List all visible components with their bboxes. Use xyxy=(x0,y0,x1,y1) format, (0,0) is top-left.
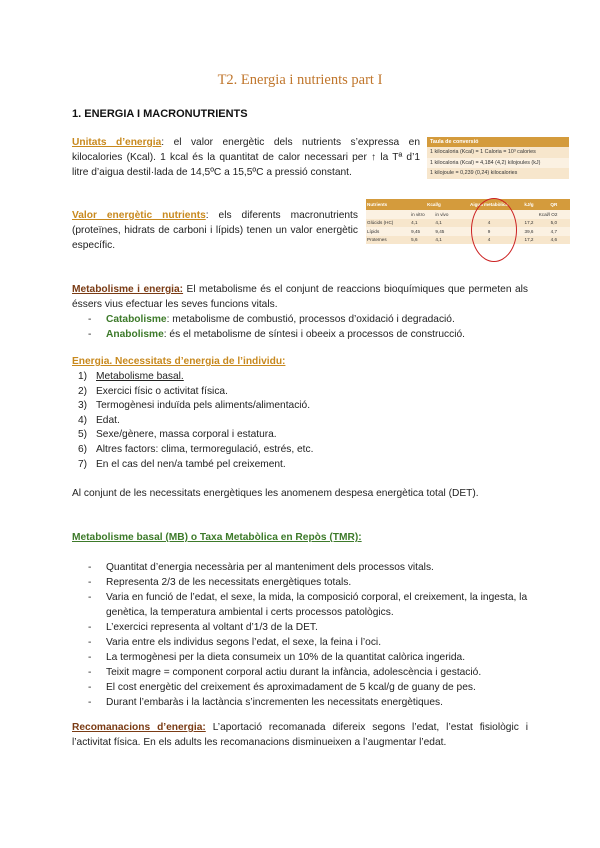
item-text: Metabolisme basal. xyxy=(96,371,184,382)
item-number: 5) xyxy=(78,429,88,441)
list-item: - Varia entre els individus segons l’edat, el sexe, la feina i l’oci. xyxy=(72,635,528,650)
list-item: - Quantitat d’energia necessària per al manteniment dels processos vitals. xyxy=(72,560,528,575)
catabolisme-term: Catabolisme xyxy=(106,314,167,325)
table-cell: 9,45 xyxy=(434,227,457,236)
item-text: Edat. xyxy=(96,414,120,426)
item-number: 3) xyxy=(78,400,88,412)
mb-list xyxy=(72,560,528,710)
nutrient-col-header: Aigua metabòlica xyxy=(458,199,520,210)
section-heading: 1. ENERGIA I MACRONUTRIENTS xyxy=(72,108,248,120)
table-cell: 4,1 xyxy=(434,236,457,245)
item-number: 7) xyxy=(78,458,88,470)
conversion-row: 1 kilojoule = 0,239 (0,24) kilocalories xyxy=(427,168,569,179)
valor-paragraph xyxy=(72,208,358,254)
table-cell: Glúcids (HC) xyxy=(366,219,410,228)
valor-text: : els diferents macronutrients (proteïnes, hidrats de carboni i lípids) tenen un valor energètic específic. xyxy=(72,210,358,252)
list-item xyxy=(72,370,528,385)
anabolisme-term: Anabolisme xyxy=(106,329,164,340)
table-cell: 5,0 xyxy=(538,219,570,228)
item-number: 4) xyxy=(78,414,88,426)
list-item xyxy=(72,458,528,473)
nutrient-subheader: in vitro xyxy=(410,210,434,219)
page-title: T2. Energia i nutrients part I xyxy=(217,72,383,88)
table-cell: 4,1 xyxy=(434,219,457,228)
recomanacions-paragraph xyxy=(72,720,528,750)
list-item: - El cost energètic del creixement és aproximadament de 5 kcal/g de guany de pes. xyxy=(72,680,528,695)
item-text: Altres factors: clima, termoregulació, estrés, etc. xyxy=(96,443,314,455)
mb-heading xyxy=(72,530,528,545)
item-text: Sexe/gènere, massa corporal i estatura. xyxy=(96,429,277,441)
unitats-term: Unitats d’energia xyxy=(72,137,162,148)
table-cell: 17,2 xyxy=(520,219,537,228)
nutrient-subheader: Kcal/l O2 xyxy=(538,210,570,219)
item-text: Termogènesi induïda pels aliments/alimentació. xyxy=(96,400,311,412)
recomanacions-text: L’aportació recomanada difereix segons l’edat, l’estat fisiològic i l’activitat física. En els adults les recomanacions disminueixen a l’augmentar l’edat. xyxy=(72,722,528,749)
highlight-ellipse xyxy=(471,198,517,262)
list-item: - Varia en funció de l’edat, el sexe, la mida, la composició corporal, el creixement, la ingesta, la genètica, la temperatura ambiental i certs processos patològics. xyxy=(72,590,528,620)
list-item: - La termogènesi per la dieta consumeix un 10% de la quantitat calòrica ingerida. xyxy=(72,650,528,665)
table-cell: 4,7 xyxy=(538,227,570,236)
recomanacions-term: Recomanacions d’energia: xyxy=(72,722,206,733)
metabolisme-paragraph xyxy=(72,282,528,312)
det-summary: Al conjunt de les necessitats energètiques les anomenem despesa energètica total (DET). xyxy=(72,488,479,499)
conversion-table-header: Taula de conversió xyxy=(427,137,569,147)
table-cell: 4 xyxy=(458,236,520,245)
item-number: 1) xyxy=(78,371,88,382)
nutrient-col-header: Nutrients xyxy=(366,199,410,210)
conversion-table xyxy=(427,137,569,179)
table-cell: 17,2 xyxy=(520,236,537,245)
item-number: 6) xyxy=(78,443,88,455)
item-text: En el cas del nen/a també pel creixement. xyxy=(96,458,286,470)
item-text: Exercici físic o activitat física. xyxy=(96,385,228,397)
table-cell: 4,1 xyxy=(410,219,434,228)
metabolisme-list xyxy=(72,312,528,342)
necessitats-heading xyxy=(72,354,528,369)
nutrient-subheader: in vivo xyxy=(434,210,457,219)
mb-heading-text: Metabolisme basal (MB) o Taxa Metabòlica en Repòs (TMR): xyxy=(72,532,362,543)
list-item: - Representa 2/3 de les necessitats energètiques totals. xyxy=(72,575,528,590)
list-item xyxy=(72,399,528,414)
table-cell: Lípids xyxy=(366,227,410,236)
necessitats-list xyxy=(72,370,528,472)
item-number: 2) xyxy=(78,385,88,397)
necessitats-heading-text: Energia. Necessitats d’energia de l’individu: xyxy=(72,356,286,367)
table-cell: 39,6 xyxy=(520,227,537,236)
table-cell: Proteïnes xyxy=(366,236,410,245)
list-item xyxy=(72,312,528,327)
anabolisme-text: : és el metabolisme de síntesi i obeeix a processos de construcció. xyxy=(163,329,465,340)
table-cell: 9,45 xyxy=(410,227,434,236)
conversion-row: 1 kilocaloria (Kcal) = 1 Caloria = 10³ calories xyxy=(427,147,569,158)
list-item xyxy=(72,385,528,400)
list-item: - Teixit magre = component corporal actiu durant la infància, adolescència i gestació. xyxy=(72,665,528,680)
table-cell: 9 xyxy=(458,227,520,236)
list-item xyxy=(72,327,528,342)
nutrient-col-header: kJ/g xyxy=(520,199,537,210)
list-item xyxy=(72,428,528,443)
conversion-row: 1 kilocaloria (Kcal) = 4,184 (4,2) kilojoules (kJ) xyxy=(427,158,569,169)
nutrient-col-header: Kcal/g xyxy=(410,199,458,210)
table-cell: 5,6 xyxy=(410,236,434,245)
table-cell: 4 xyxy=(458,219,520,228)
list-item: - L’exercici representa al voltant d’1/3 de la DET. xyxy=(72,620,528,635)
nutrient-table xyxy=(366,199,570,244)
list-item xyxy=(72,443,528,458)
nutrient-col-header: QR xyxy=(538,199,570,210)
table-cell: 4,6 xyxy=(538,236,570,245)
list-item: - Durant l’embaràs i la lactància s’incrementen les necessitats energètiques. xyxy=(72,695,528,710)
unitats-paragraph xyxy=(72,135,420,181)
unitats-text: : el valor energètic dels nutrients s’expressa en kilocalories (Kcal). 1 kcal és la quantitat de calor necessari per ↑ la Tª d’1 litre d’aigua destil·lada de 14,5ºC a 15,5ºC a pressió constant. xyxy=(72,137,420,179)
metabolisme-term: Metabolisme i energia: xyxy=(72,284,184,295)
list-item xyxy=(72,414,528,429)
valor-term: Valor energètic nutrients xyxy=(72,210,206,221)
metabolisme-text: El metabolisme és el conjunt de reaccions bioquímiques que permeten als éssers vius efectuar les seves funcions vitals. xyxy=(72,284,528,311)
catabolisme-text: : metabolisme de combustió, processos d’oxidació i degradació. xyxy=(166,314,455,325)
